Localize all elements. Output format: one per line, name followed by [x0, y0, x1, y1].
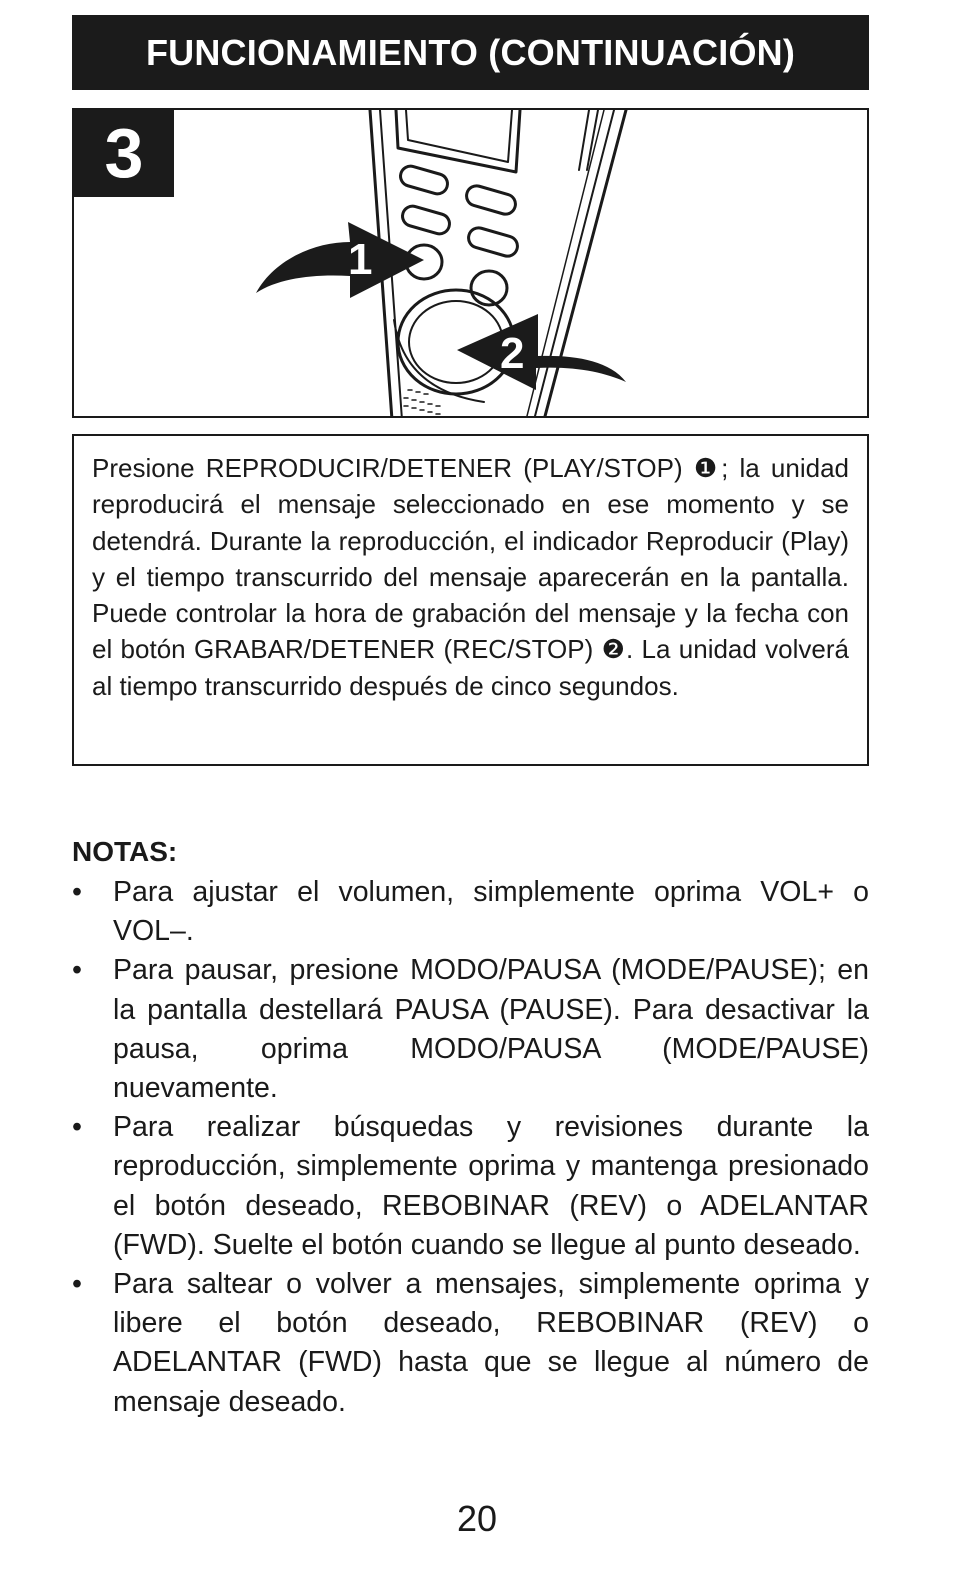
note-text: Para ajustar el volumen, simplemente oprima VOL+ o VOL–.	[113, 876, 869, 948]
instruction-text: Presione REPRODUCIR/DETENER (PLAY/STOP) ❶; la unidad reproducirá el mensaje seleccionado en ese momento y se detendrá. Durante la reproducción, el indicador Reproducir (Play) y el tiempo transcurrido del mensaje aparecerán en la pantalla. Puede controlar la hora de grabación del mensaje y la fecha con el botón GRABAR/DETENER (REC/STOP) ❷. La unidad volverá al tiempo transcurrido después de cinco segundos.	[92, 453, 849, 701]
list-item	[72, 1265, 869, 1422]
section-title: FUNCIONAMIENTO (CONTINUACIÓN)	[145, 31, 796, 73]
list-item	[72, 1108, 869, 1265]
voice-recorder-illustration	[74, 110, 869, 418]
note-text: Para pausar, presione MODO/PAUSA (MODE/PAUSE); en la pantalla destellará PAUSA (PAUSE). Para desactivar la pausa, oprima MODO/PAUSA (MODE/PAUSE) nuevamente.	[113, 954, 869, 1105]
callout-number-1: 1	[348, 235, 373, 284]
page-number: 20	[456, 1498, 498, 1539]
notes-title: NOTAS:	[72, 836, 178, 867]
callout-number-2: 2	[500, 329, 525, 378]
bullet: •	[72, 1111, 82, 1144]
bullet: •	[72, 1268, 82, 1301]
list-item	[72, 951, 869, 1108]
note-text: Para saltear o volver a mensajes, simplemente oprima y libere el botón deseado, REBOBINAR (REV) o ADELANTAR (FWD) hasta que se llegue al número de mensaje deseado.	[113, 1268, 869, 1418]
list-item	[72, 873, 869, 951]
instruction-box	[72, 434, 869, 766]
notes-list	[72, 873, 869, 1422]
arrow-icon	[256, 222, 424, 298]
bullet: •	[72, 876, 82, 908]
step-number-badge: 3	[74, 110, 174, 197]
step-figure	[72, 108, 869, 418]
arrow-icon	[457, 314, 626, 390]
bullet: •	[72, 954, 82, 987]
section-header	[72, 15, 869, 90]
note-text: Para realizar búsquedas y revisiones durante la reproducción, simplemente oprima y mantenga presionado el botón deseado, REBOBINAR (REV) o ADELANTAR (FWD). Suelte el botón cuando se llegue al punto deseado.	[113, 1111, 869, 1261]
